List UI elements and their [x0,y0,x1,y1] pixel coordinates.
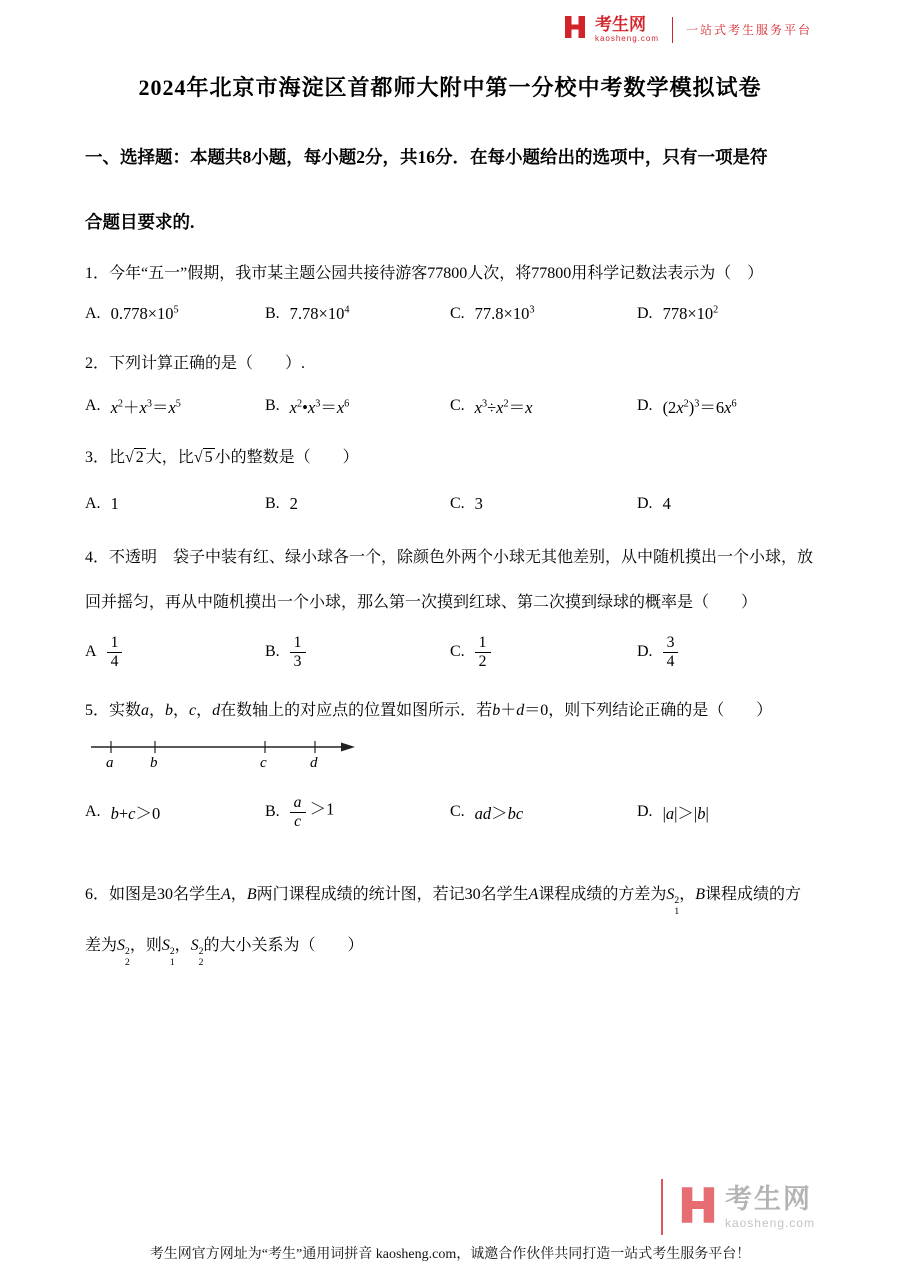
watermark-text [724,1183,815,1230]
option-d[interactable] [637,494,815,514]
option-value: $(2x^2)^3=6x^6$ [662,398,737,417]
option-d[interactable] [637,800,815,824]
option-value: b+c＞0 [110,804,161,824]
option-c[interactable] [450,304,637,324]
option-value: 1 [110,494,119,513]
option-label: D. [637,643,653,661]
option-d[interactable] [637,304,815,324]
option-value: $\frac{3}{4}$ [663,634,679,671]
option-label: C. [450,305,465,322]
option-d[interactable] [637,394,815,418]
option-a[interactable] [85,304,265,324]
option-value: $\frac{1}{2}$ [475,634,491,671]
question-1-stem: 1．今年“五一”假期，我市某主题公园共接待游客77800人次，将77800用科学记数法表示为（ ） [85,265,764,282]
option-b[interactable] [265,494,450,514]
option-c[interactable] [450,800,637,824]
question-3-stem: 3．比√ 2 大，比√ 5 小的整数是（ ） [85,449,359,466]
question-4-options [85,634,815,671]
logo-divider [672,17,673,43]
option-value: 2 [289,494,298,513]
question-3-options [85,494,815,514]
kaosheng-watermark [661,1179,815,1235]
option-value: ad＞bc [474,804,524,824]
option-label: A. [85,803,101,821]
number-line-figure [89,735,815,776]
option-label: B. [265,305,280,322]
option-value: $\frac{1}{3}$ [290,634,306,671]
option-label: C. [450,495,465,512]
brand-domain: kaosheng.com [594,34,659,43]
option-label: B. [265,495,280,512]
option-label: B. [265,397,280,414]
option-value: $778\times 10^2$ [662,304,719,323]
option-value: $x^2+x^3=x^5$ [110,398,181,417]
kaosheng-logo-icon [562,14,588,45]
question-5-stem: 5．实数a，b，c，d在数轴上的对应点的位置如图所示．若b＋d＝0，则下列结论正确的是（ ） [85,701,773,719]
number-line-label-d: d [310,754,318,771]
option-label: C. [450,643,465,661]
option-value: $0.778\times 10^5$ [110,304,179,323]
option-c[interactable] [450,494,637,514]
option-value: 3 [474,494,483,513]
question-4 [85,536,815,671]
option-b[interactable] [265,394,450,418]
option-label: B. [265,643,280,661]
brand-tagline: 一站式考生服务平台 [685,23,812,37]
brand-name: 考生网 [594,15,646,34]
section-heading [85,144,815,234]
question-4-stem: 4．不透明 袋子中装有红、绿小球各一个，除颜色外两个小球无其他差别，从中随机摸出一个小球，放回并摇匀，再从中随机摸出一个小球，那么第一次摸到红球、第二次摸到绿球的概率是（ ） [85,549,814,611]
option-b[interactable] [265,304,450,324]
brand-text [595,16,659,43]
question-6-stem: 6．如图是30名学生A，B两门课程成绩的统计图，若记30名学生A课程成绩的方差为S 2 1 ，B课程成绩的方差为S 2 2 ，则S 2 1 ，S 2 2 的大小关系为（ ） [85,885,802,968]
number-line-label-b: b [150,754,158,771]
option-label: A. [85,305,101,322]
exam-paper [0,71,900,971]
option-value: 4 [662,494,671,513]
page-footer: 考生网官方网址为“考生”通用词拼音 kaosheng.com，诚邀合作伙伴共同打造一站式考生服务平台！ [149,1247,751,1262]
watermark-rule [661,1179,663,1235]
question-2-options [85,394,815,418]
question-2-stem: 2．下列计算正确的是（ ）. [85,355,306,372]
option-value: $77.8\times 10^3$ [474,304,535,323]
option-label: C. [450,397,465,414]
option-value: |a|＞|b| [662,804,709,824]
section-heading-line1: 一、选择题：本题共8小题，每小题2分，共16分．在每小题给出的选项中，只有一项是符 [85,147,768,167]
question-2 [85,352,815,418]
option-a[interactable] [85,494,265,514]
number-line-label-a: a [106,754,114,771]
kaosheng-watermark-icon [677,1184,719,1231]
option-label: C. [450,803,465,821]
option-b[interactable] [265,634,450,671]
page-title: 2024年北京市海淀区首都师大附中第一分校中考数学模拟试卷 [138,75,762,100]
question-6 [85,869,815,971]
option-label: D. [637,305,653,322]
option-a[interactable] [85,394,265,418]
option-label: A [85,643,97,661]
option-value: $7.78\times 10^4$ [289,304,350,323]
site-header [0,0,900,45]
question-5-options [85,794,815,831]
section-heading-line2: 合题目要求的. [85,212,195,232]
kaosheng-logo[interactable] [562,14,812,45]
option-label: D. [637,803,653,821]
option-label: D. [637,495,653,512]
question-1 [85,262,815,324]
question-1-options [85,304,815,324]
option-value: $x^3\div x^2=x$ [474,398,533,417]
number-line-label-c: c [260,754,267,771]
option-a[interactable] [85,800,265,824]
option-label: A. [85,495,101,512]
question-5 [85,699,815,831]
watermark-name: 考生网 [724,1183,812,1214]
option-value: $x^2•x^3=x^6$ [289,398,350,417]
option-c[interactable] [450,394,637,418]
option-label: B. [265,803,280,821]
question-3 [85,446,815,514]
option-a[interactable] [85,634,265,671]
option-value: $\frac{a}{c}$ ＞1 [290,794,335,831]
option-b[interactable] [265,794,450,831]
option-value: $\frac{1}{4}$ [107,634,123,671]
option-label: A. [85,397,101,414]
option-c[interactable] [450,634,637,671]
watermark-domain: kaosheng.com [724,1215,815,1230]
option-label: D. [637,397,653,414]
option-d[interactable] [637,634,815,671]
